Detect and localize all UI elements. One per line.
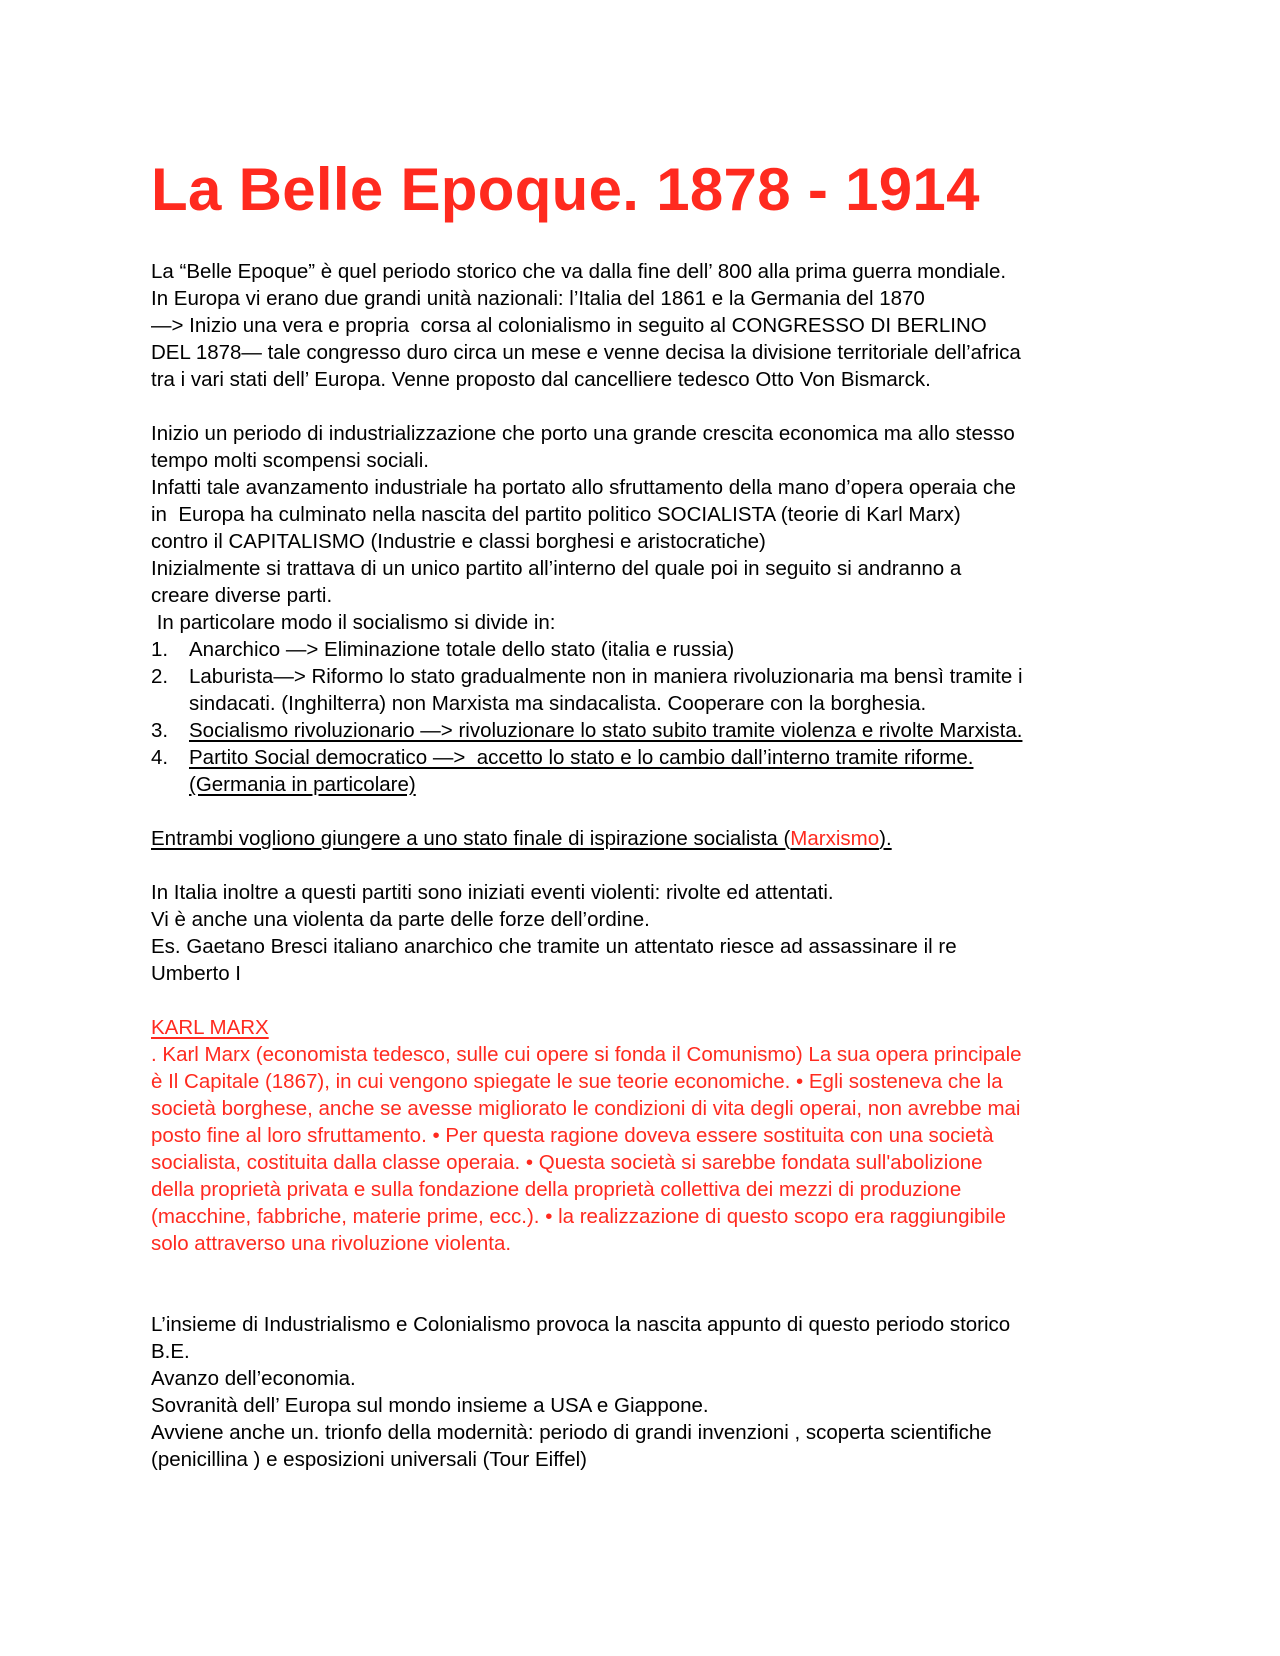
karl-marx-section [151, 1014, 1151, 1257]
industrialization-paragraph [151, 420, 1151, 636]
list-item-text: Partito Social democratico —> accetto lo stato e lo cambio dall’interno tramite riforme. [189, 746, 974, 769]
text-line: solo attraverso una rivoluzione violenta. [151, 1232, 512, 1255]
list-item [151, 717, 1151, 744]
text-line: contro il CAPITALISMO (Industrie e classi borghesi e aristocratiche) [151, 530, 766, 553]
document-body [151, 258, 1151, 1473]
spacer [151, 987, 1151, 1014]
text-line: Avanzo dell’economia. [151, 1367, 356, 1390]
text-line: tempo molti scompensi sociali. [151, 449, 429, 472]
list-item [151, 663, 1151, 717]
text-line: tra i vari stati dell’ Europa. Venne proposto dal cancelliere tedesco Otto Von Bismarck. [151, 368, 931, 391]
karl-marx-heading: KARL MARX [151, 1016, 269, 1039]
list-number: 1. [151, 638, 169, 661]
italy-paragraph [151, 879, 1151, 987]
marxism-statement [151, 825, 1151, 852]
text-line: creare diverse parti. [151, 584, 333, 607]
spacer [151, 852, 1151, 879]
text-line: Inizialmente si trattava di un unico partito all’interno del quale poi in seguito si andranno a [151, 557, 962, 580]
list-item-text: (Germania in particolare) [189, 773, 416, 796]
text-line: società borghese, anche se avesse migliorato le condizioni di vita degli operai, non avrebbe mai [151, 1097, 1021, 1120]
spacer [151, 1257, 1151, 1284]
text-line: (penicillina ) e esposizioni universali (Tour Eiffel) [151, 1448, 588, 1471]
text-line: —> Inizio una vera e propria corsa al colonialismo in seguito al CONGRESSO DI BERLINO [151, 314, 987, 337]
text-line: della proprietà privata e sulla fondazione della proprietà collettiva dei mezzi di produzione [151, 1178, 962, 1201]
intro-paragraph [151, 258, 1151, 393]
list-number: 2. [151, 665, 169, 688]
text-line: in Europa ha culminato nella nascita del partito politico SOCIALISTA (teorie di Karl Marx) [151, 503, 961, 526]
spacer [151, 798, 1151, 825]
spacer [151, 1284, 1151, 1311]
marxism-highlight: Marxismo [790, 827, 880, 850]
text-line: Vi è anche una violenta da parte delle forze dell’ordine. [151, 908, 650, 931]
document-page [151, 150, 1151, 1473]
text-line: Avviene anche un. trionfo della modernità: periodo di grandi invenzioni , scoperta scientifiche [151, 1421, 992, 1444]
text-line: Umberto I [151, 962, 241, 985]
text-line: In Europa vi erano due grandi unità nazionali: l’Italia del 1861 e la Germania del 1870 [151, 287, 925, 310]
text-line: In particolare modo il socialismo si divide in: [151, 611, 556, 634]
list-number: 4. [151, 746, 169, 769]
text-line: Sovranità dell’ Europa sul mondo insieme a USA e Giappone. [151, 1394, 709, 1417]
list-item-text: Laburista—> Riformo lo stato gradualmente non in maniera rivoluzionaria ma bensì tramite i [189, 665, 1023, 688]
text-line: Es. Gaetano Bresci italiano anarchico che tramite un attentato riesce ad assassinare il re [151, 935, 957, 958]
text-line: Inizio un periodo di industrializzazione che porto una grande crescita economica ma allo stesso [151, 422, 1015, 445]
spacer [151, 393, 1151, 420]
socialism-types-list [151, 636, 1151, 798]
text-line: . Karl Marx (economista tedesco, sulle cui opere si fonda il Comunismo) La sua opera principale [151, 1043, 1022, 1066]
text-line: posto fine al loro sfruttamento. • Per questa ragione doveva essere sostituita con una società [151, 1124, 994, 1147]
list-item-text: Socialismo rivoluzionario —> rivoluzionare lo stato subito tramite violenza e rivolte Marxista. [189, 719, 1023, 742]
list-item [151, 744, 1151, 798]
page-title: La Belle Epoque. 1878 - 1914 [151, 156, 980, 223]
text-line: L’insieme di Industrialismo e Colonialismo provoca la nascita appunto di questo periodo storico [151, 1313, 1011, 1336]
statement-text: Entrambi vogliono giungere a uno stato finale di ispirazione socialista ( [151, 827, 791, 850]
text-line: Infatti tale avanzamento industriale ha portato allo sfruttamento della mano d’opera operaia che [151, 476, 1016, 499]
text-line: DEL 1878— tale congresso duro circa un mese e venne decisa la divisione territoriale dell’africa [151, 341, 1021, 364]
text-line: B.E. [151, 1340, 190, 1363]
text-line: socialista, costituita dalla classe operaia. • Questa società si sarebbe fondata sull'abolizione [151, 1151, 983, 1174]
conclusion-paragraph [151, 1311, 1151, 1473]
list-item [151, 636, 1151, 663]
text-line: (macchine, fabbriche, materie prime, ecc.). • la realizzazione di questo scopo era raggiungibile [151, 1205, 1006, 1228]
statement-end: ). [879, 827, 892, 850]
text-line: è Il Capitale (1867), in cui vengono spiegate le sue teorie economiche. • Egli sosteneva che la [151, 1070, 1003, 1093]
text-line: La “Belle Epoque” è quel periodo storico che va dalla fine dell’ 800 alla prima guerra mondiale. [151, 260, 1007, 283]
list-item-text: Anarchico —> Eliminazione totale dello stato (italia e russia) [189, 638, 735, 661]
text-line: In Italia inoltre a questi partiti sono iniziati eventi violenti: rivolte ed attentati. [151, 881, 834, 904]
list-item-text: sindacati. (Inghilterra) non Marxista ma sindacalista. Cooperare con la borghesia. [189, 692, 927, 715]
list-number: 3. [151, 719, 169, 742]
